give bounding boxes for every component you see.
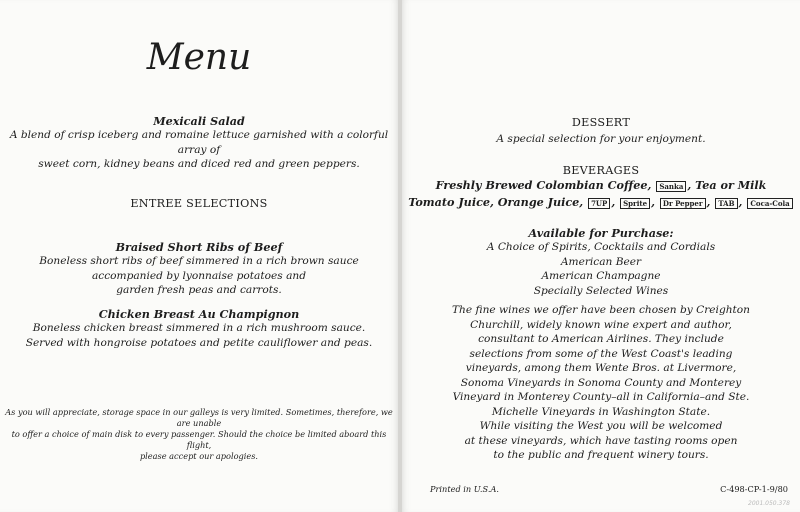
beverages-heading: BEVERAGES bbox=[562, 164, 640, 177]
entree-line: Boneless short ribs of beef simmered in a rich brown sauce bbox=[39, 255, 359, 267]
purchase-heading: Available for Purchase: bbox=[528, 226, 674, 240]
beverages-line-1-end: , Tea or Milk bbox=[687, 178, 767, 192]
entree-line: accompanied by lyonnaise potatoes and bbox=[91, 269, 306, 282]
form-code: C-498-CP-1-9/80 bbox=[720, 484, 788, 494]
purchase-item: A Choice of Spirits, Cocktails and Cordials bbox=[486, 241, 716, 253]
beverages-line-1-text: Freshly Brewed Colombian Coffee, bbox=[435, 178, 652, 192]
entree-heading: ENTREE SELECTIONS bbox=[130, 197, 268, 210]
notice bbox=[0, 407, 398, 462]
purchase-item: Specially Selected Wines bbox=[533, 284, 669, 297]
salad-description bbox=[0, 128, 398, 172]
sprite-logo: Sprite bbox=[620, 198, 650, 209]
notice-line: please accept our apologies. bbox=[139, 451, 259, 461]
dr-pepper-logo: Dr Pepper bbox=[660, 198, 706, 209]
wine-line: Sonoma Vineyards in Sonoma County and Monterey bbox=[460, 376, 742, 389]
notice-line: As you will appreciate, storage space in our galleys is very limited. Sometimes, therefore, we are unable bbox=[5, 407, 393, 428]
coca-cola-logo: Coca-Cola bbox=[747, 198, 792, 209]
entree-line: garden fresh peas and carrots. bbox=[116, 284, 282, 296]
wine-text bbox=[402, 303, 800, 463]
entree-line: Served with hongroise potatoes and petite cauliflower and peas. bbox=[25, 336, 373, 349]
wine-line: selections from some of the West Coast's leading bbox=[469, 347, 733, 360]
printed-note: Printed in U.S.A. bbox=[430, 484, 499, 494]
dessert-text: A special selection for your enjoyment. bbox=[496, 133, 706, 145]
archive-stamp: 2001.050.378 bbox=[748, 500, 790, 507]
entree-line: Boneless chicken breast simmered in a rich mushroom sauce. bbox=[32, 322, 366, 334]
beverages-line-1 bbox=[402, 178, 800, 193]
wine-line: Churchill, widely known wine expert and author, bbox=[470, 318, 732, 331]
wine-line: to the public and frequent winery tours. bbox=[493, 449, 709, 461]
left-page bbox=[0, 0, 398, 512]
entree-2-title: Chicken Breast Au Champignon bbox=[98, 307, 300, 321]
wine-line: While visiting the West you will be welcomed bbox=[479, 420, 723, 432]
entree-2-description bbox=[0, 321, 398, 350]
wine-line: The fine wines we offer have been chosen by Creighton bbox=[451, 304, 751, 316]
7up-logo: 7UP bbox=[588, 198, 610, 209]
sanka-logo: Sanka bbox=[656, 181, 686, 192]
tab-logo: TAB bbox=[715, 198, 737, 209]
purchase-list bbox=[402, 240, 800, 298]
dessert-heading: DESSERT bbox=[571, 116, 631, 129]
wine-line: Michelle Vineyards in Washington State. bbox=[491, 405, 711, 418]
beverages-line-2-text: Tomato Juice, Orange Juice, bbox=[408, 195, 584, 209]
purchase-item: American Beer bbox=[560, 255, 642, 268]
salad-line: A blend of crisp iceberg and romaine lettuce garnished with a colorful array of bbox=[9, 129, 389, 156]
salad-title: Mexicali Salad bbox=[153, 114, 245, 128]
purchase-item: American Champagne bbox=[541, 270, 661, 282]
wine-line: at these vineyards, which have tasting rooms open bbox=[464, 434, 738, 447]
right-page bbox=[402, 0, 800, 512]
beverages-line-2: Tomato Juice, Orange Juice, 7UP , Sprite , Dr Pepper , TAB , Coca-Cola bbox=[402, 195, 800, 210]
wine-line: consultant to American Airlines. They include bbox=[478, 333, 724, 345]
wine-line: Vineyard in Monterey County–all in California–and Ste. bbox=[452, 391, 750, 403]
wine-line: vineyards, among them Wente Bros. at Livermore, bbox=[465, 362, 737, 374]
menu-title: Menu bbox=[146, 37, 252, 78]
entree-1-title: Braised Short Ribs of Beef bbox=[115, 240, 283, 254]
entree-1-description bbox=[0, 254, 398, 298]
salad-line: sweet corn, kidney beans and diced red and green peppers. bbox=[38, 158, 360, 170]
notice-line: to offer a choice of main disk to every passenger. Should the choice be limited aboard this flight, bbox=[11, 429, 387, 450]
